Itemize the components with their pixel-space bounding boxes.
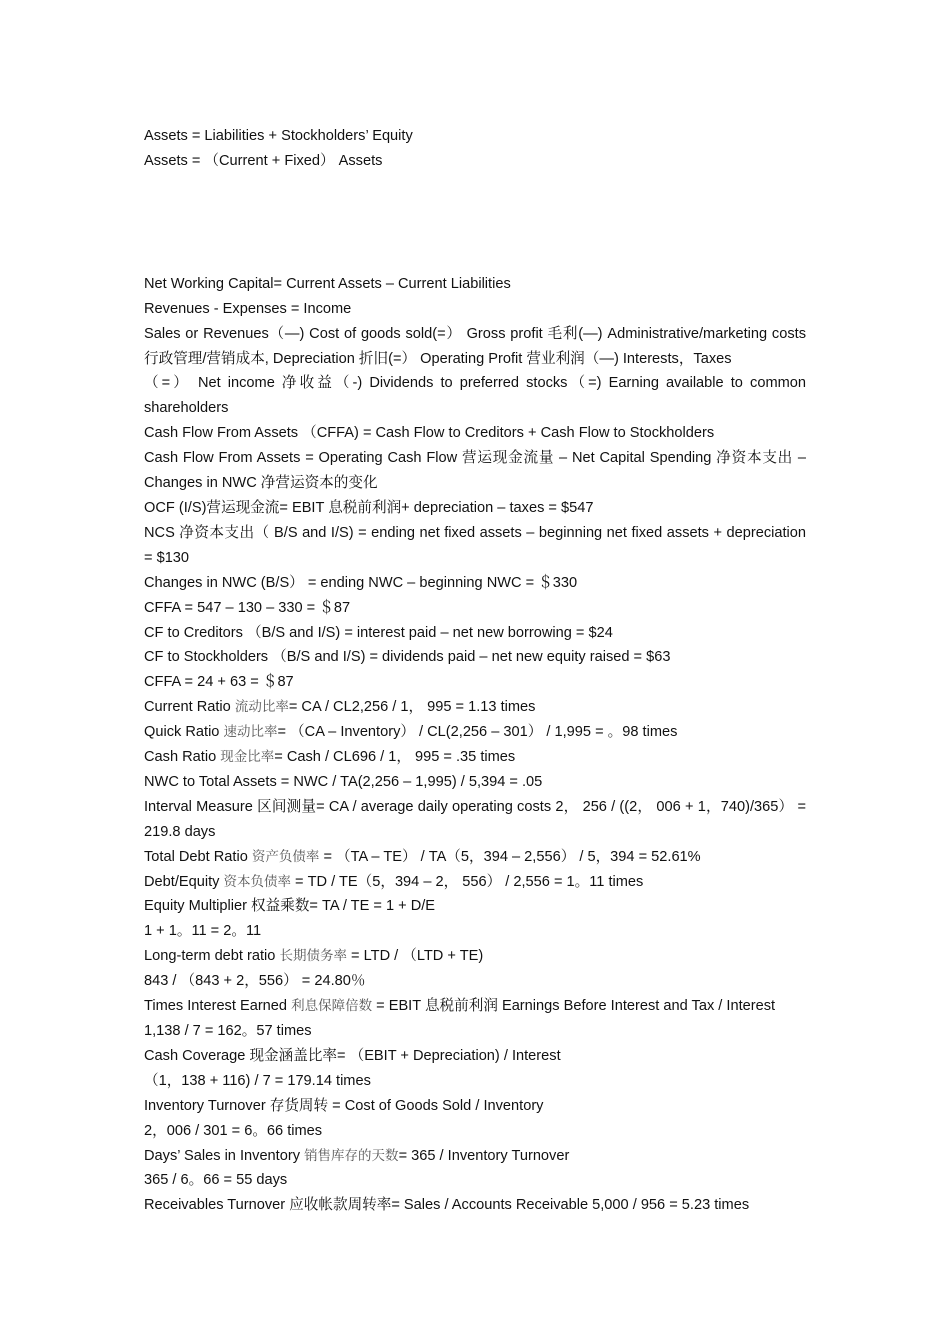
text-line: Inventory Turnover 存货周转 = Cost of Goods Sold / Inventory: [144, 1097, 544, 1114]
ratio-name: Quick Ratio: [144, 724, 224, 741]
text-line: CFFA = 24 + 63 = ＄87: [144, 674, 294, 691]
ratio-line: [144, 994, 806, 1019]
ratio-formula: = EBIT 息税前利润 Earnings Before Interest and Tax / Interest: [372, 998, 776, 1015]
ratio-name: Days’ Sales in Inventory: [144, 1147, 305, 1164]
text-line: CF to Stockholders （B/S and I/S) = dividends paid – net new equity raised = $63: [144, 649, 671, 666]
ratio-line: [144, 944, 806, 969]
text-line: Assets = （Current + Fixed） Assets: [144, 152, 383, 169]
text-line: 1 + 1。11 = 2。11: [144, 923, 262, 940]
ratio-chinese-name: 现金比率: [220, 749, 275, 765]
text-line: Cash Flow From Assets （CFFA) = Cash Flow to Creditors + Cash Flow to Stockholders: [144, 425, 715, 442]
ratio-line: [144, 870, 806, 895]
text-line: Equity Multiplier 权益乘数= TA / TE = 1 + D/E: [144, 898, 436, 915]
ratio-formula: = （TA – TE） / TA（5，394 – 2,556） / 5，394 = 52.61%: [319, 848, 701, 865]
ratio-name: Long-term debt ratio: [144, 948, 280, 965]
text-line: 365 / 6。66 = 55 days: [144, 1172, 288, 1189]
ratio-formula: = Cash / CL696 / 1， 995 = .35 times: [274, 749, 516, 766]
text-line: 843 / （843 + 2，556） = 24.80％: [144, 973, 366, 990]
ratio-formula: = CA / CL2,256 / 1， 995 = 1.13 times: [288, 699, 536, 716]
ratio-chinese-name: 流动比率: [234, 699, 289, 715]
text-line: Assets = Liabilities + Stockholders’ Equity: [144, 128, 413, 144]
ratio-chinese-name: 资本负债率: [223, 873, 291, 889]
ratio-line: [144, 720, 806, 745]
text-line: Revenues - Expenses = Income: [144, 300, 352, 317]
text-line: Net Working Capital= Current Assets – Current Liabilities: [144, 275, 511, 292]
ratio-name: Debt/Equity: [144, 873, 224, 890]
ratio-name: Current Ratio: [144, 699, 235, 716]
text-line: Cash Flow From Assets = Operating Cash Flow 营运现金流量 – Net Capital Spending 净资本支出 – Changes in NWC 净营运资本的变化: [144, 450, 806, 492]
text-line: （=） Net income 净收益（-) Dividends to preferred stocks（=) Earning available to common shareholders: [144, 375, 806, 417]
text-line: Receivables Turnover 应收帐款周转率= Sales / Accounts Receivable 5,000 / 956 = 5.23 times: [144, 1197, 750, 1214]
ratio-formula: = （CA – Inventory） / CL(2,256 – 301） / 1,995 = 。98 times: [277, 724, 678, 741]
text-line: Interval Measure 区间测量= CA / average daily operating costs 2， 256 / ((2， 006 + 1，740)/365） = 219.8 days: [144, 798, 806, 840]
text-line: CF to Creditors （B/S and I/S) = interest paid – net new borrowing = $24: [144, 624, 613, 641]
ratio-line: [144, 695, 806, 720]
ratio-formula: = LTD / （LTD + TE): [346, 948, 484, 965]
text-line: NWC to Total Assets = NWC / TA(2,256 – 1,995) / 5,394 = .05: [144, 773, 543, 790]
text-line: 2，006 / 301 = 6。66 times: [144, 1122, 323, 1139]
ratio-chinese-name: 利息保障倍数: [291, 998, 373, 1014]
text-line: （1，138 + 116) / 7 = 179.14 times: [144, 1072, 371, 1089]
text-line: Changes in NWC (B/S） = ending NWC – beginning NWC = ＄330: [144, 574, 578, 591]
formula-notes: [144, 124, 806, 1218]
text-line: Cash Coverage 现金涵盖比率= （EBIT + Depreciation) / Interest: [144, 1047, 561, 1064]
ratio-formula: = TD / TE（5，394 – 2， 556） / 2,556 = 1。11 times: [291, 873, 644, 890]
ratio-chinese-name: 速动比率: [223, 724, 278, 740]
ratio-line: [144, 1144, 806, 1169]
ratio-chinese-name: 长期债务率: [279, 948, 347, 964]
ratio-formula: = 365 / Inventory Turnover: [398, 1147, 570, 1164]
blank-gap: [144, 223, 806, 272]
text-line: NCS 净资本支出（ B/S and I/S) = ending net fixed assets – beginning net fixed assets + depreciation = $130: [144, 524, 806, 566]
ratio-name: Times Interest Earned: [144, 998, 292, 1015]
ratio-name: Cash Ratio: [144, 749, 221, 766]
ratio-line: [144, 845, 806, 870]
text-line: 1,138 / 7 = 162。57 times: [144, 1023, 312, 1039]
text-line: CFFA = 547 – 130 – 330 = ＄87: [144, 599, 351, 616]
text-line: OCF (I/S)营运现金流= EBIT 息税前利润+ depreciation – taxes = $547: [144, 499, 594, 516]
ratio-line: [144, 745, 806, 770]
ratio-name: Total Debt Ratio: [144, 848, 252, 865]
ratio-chinese-name: 销售库存的天数: [304, 1147, 399, 1163]
text-line: Sales or Revenues（—) Cost of goods sold(=） Gross profit 毛利(—) Administrative/marketing costs 行政管理/营销成本, Depreciation 折旧(=） Operating Profit 营业利润（—) Interests，Taxes: [144, 325, 806, 367]
ratio-chinese-name: 资产负债率: [251, 848, 320, 864]
blank-gap: [144, 174, 806, 223]
